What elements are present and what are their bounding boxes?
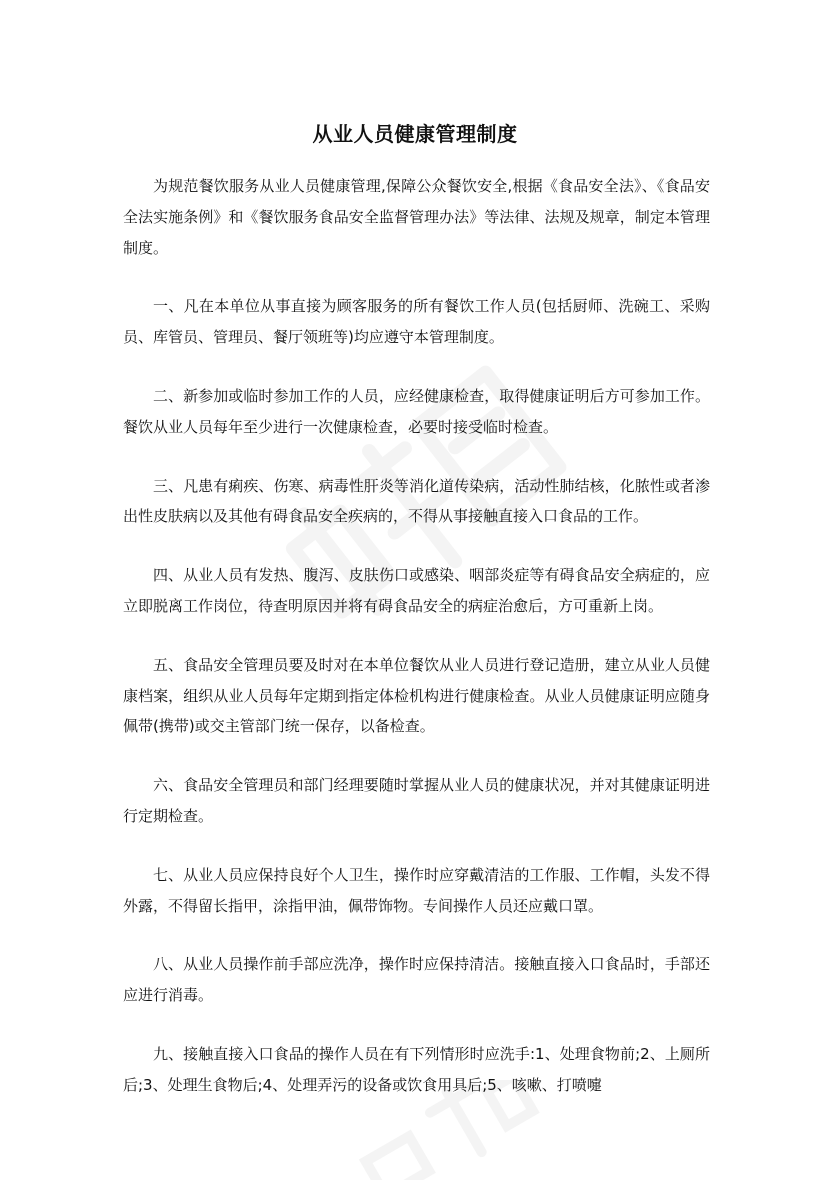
paragraph-clause-3: 三、凡患有痢疾、伤寒、病毒性肝炎等消化道传染病，活动性肺结核，化脓性或者渗出性皮肤病以及其他有碍食品安全疾病的，不得从事接触直接入口食品的工作。 — [123, 476, 710, 526]
paragraph-clause-5: 五、食品安全管理员要及时对在本单位餐饮从业人员进行登记造册，建立从业人员健康档案，组织从业人员每年定期到指定体检机构进行健康检查。从业人员健康证明应随身佩带(携带)或交主管部门统一保存，以备检查。 — [123, 655, 710, 736]
document-body — [123, 171, 710, 1129]
paragraph-clause-4: 四、从业人员有发热、腹泻、皮肤伤口或感染、咽部炎症等有碍食品安全病症的，应立即脱离工作岗位，待查明原因并将有碍食品安全的病症治愈后，方可重新上岗。 — [123, 566, 710, 615]
paragraph-clause-1: 一、凡在本单位从事直接为顾客服务的所有餐饮工作人员(包括厨师、洗碗工、采购员、库管员、管理员、餐厅领班等)均应遵守本管理制度。 — [123, 297, 710, 347]
paragraph-clause-9: 九、接触直接入口食品的操作人员在有下列情形时应洗手:1、处理食物前;2、上厕所后;3、处理生食物后;4、处理弄污的设备或饮食用具后;5、咳嗽、打喷嚏 — [123, 1044, 710, 1094]
paragraph-clause-6: 六、食品安全管理员和部门经理要随时掌握从业人员的健康状况，并对其健康证明进行定期检查。 — [123, 776, 710, 825]
paragraph-clause-2: 二、新参加或临时参加工作的人员，应经健康检查，取得健康证明后方可参加工作。餐饮从业人员每年至少进行一次健康检查，必要时接受临时检查。 — [123, 386, 710, 436]
paragraph-intro: 为规范餐饮服务从业人员健康管理,保障公众餐饮安全,根据《食品安全法》、《食品安全法实施条例》和《餐饮服务食品安全监督管理办法》等法律、法规及规章，制定本管理制度。 — [123, 177, 710, 257]
page-title: 从业人员健康管理制度 — [312, 122, 518, 146]
paragraph-clause-7: 七、从业人员应保持良好个人卫生，操作时应穿戴清洁的工作服、工作帽，头发不得外露，不得留长指甲，涂指甲油，佩带饰物。专间操作人员还应戴口罩。 — [123, 865, 710, 915]
paragraph-clause-8: 八、从业人员操作前手部应洗净，操作时应保持清洁。接触直接入口食品时，手部还应进行消毒。 — [123, 955, 710, 1005]
